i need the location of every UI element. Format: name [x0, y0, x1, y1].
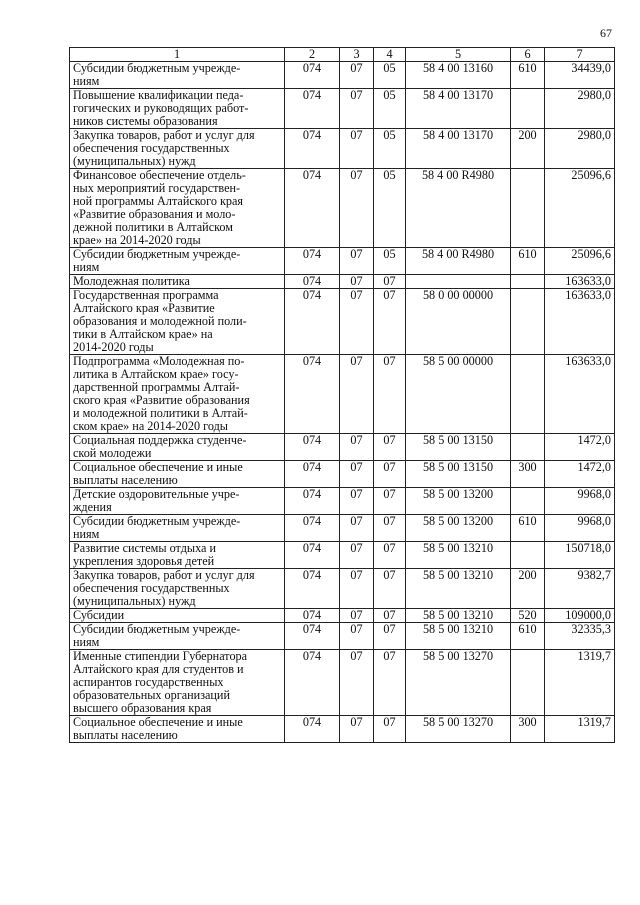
row-name: Субсидии бюджетным учрежде- ниям [70, 515, 285, 542]
row-type [511, 488, 545, 515]
row-type: 200 [511, 569, 545, 609]
row-csr: 58 5 00 13210 [406, 542, 511, 569]
row-type [511, 169, 545, 248]
row-section: 07 [340, 275, 374, 289]
row-code: 074 [285, 129, 340, 169]
header-col-4: 4 [374, 48, 406, 62]
budget-table [69, 47, 615, 743]
row-subsection: 05 [374, 129, 406, 169]
row-subsection: 07 [374, 515, 406, 542]
table-row [70, 275, 615, 289]
row-type: 200 [511, 129, 545, 169]
row-section: 07 [340, 716, 374, 743]
row-amount: 34439,0 [545, 62, 615, 89]
table-row [70, 650, 615, 716]
table-row [70, 609, 615, 623]
row-name: Повышение квалификации педа- гогических и руководящих работ- ников системы образования [70, 89, 285, 129]
row-section: 07 [340, 434, 374, 461]
row-type [511, 434, 545, 461]
row-subsection: 07 [374, 434, 406, 461]
table-row [70, 129, 615, 169]
row-type: 610 [511, 248, 545, 275]
row-csr: 58 5 00 13150 [406, 434, 511, 461]
row-section: 07 [340, 169, 374, 248]
table-row [70, 716, 615, 743]
row-name: Социальное обеспечение и иные выплаты населению [70, 716, 285, 743]
row-code: 074 [285, 461, 340, 488]
table-row [70, 569, 615, 609]
row-code: 074 [285, 623, 340, 650]
row-type [511, 542, 545, 569]
row-amount: 9968,0 [545, 515, 615, 542]
row-subsection: 07 [374, 623, 406, 650]
row-subsection: 07 [374, 716, 406, 743]
row-code: 074 [285, 289, 340, 355]
row-name: Социальное обеспечение и иные выплаты населению [70, 461, 285, 488]
table-row [70, 169, 615, 248]
row-section: 07 [340, 542, 374, 569]
row-csr: 58 4 00 13170 [406, 129, 511, 169]
row-amount: 109000,0 [545, 609, 615, 623]
row-csr: 58 5 00 13200 [406, 488, 511, 515]
row-type: 610 [511, 515, 545, 542]
row-name: Молодежная политика [70, 275, 285, 289]
row-type [511, 89, 545, 129]
row-csr: 58 5 00 13270 [406, 650, 511, 716]
row-name: Закупка товаров, работ и услуг для обеспечения государственных (муниципальных) нужд [70, 569, 285, 609]
table-row [70, 434, 615, 461]
row-code: 074 [285, 515, 340, 542]
row-csr: 58 5 00 00000 [406, 355, 511, 434]
row-csr: 58 5 00 13150 [406, 461, 511, 488]
row-subsection: 07 [374, 461, 406, 488]
table-row [70, 355, 615, 434]
table-row [70, 488, 615, 515]
row-code: 074 [285, 89, 340, 129]
row-type: 520 [511, 609, 545, 623]
table-row [70, 461, 615, 488]
row-subsection: 07 [374, 355, 406, 434]
row-name: Финансовое обеспечение отдель- ных мероприятий государствен- ной программы Алтайского края «Развитие образования и моло- дежной политики в Алтайском крае» на 2014-2020 годы [70, 169, 285, 248]
row-section: 07 [340, 461, 374, 488]
row-name: Социальная поддержка студенче- ской молодежи [70, 434, 285, 461]
row-amount: 2980,0 [545, 89, 615, 129]
row-section: 07 [340, 488, 374, 515]
row-name: Субсидии [70, 609, 285, 623]
row-type: 300 [511, 716, 545, 743]
row-csr: 58 5 00 13210 [406, 623, 511, 650]
row-code: 074 [285, 609, 340, 623]
row-code: 074 [285, 275, 340, 289]
row-subsection: 07 [374, 488, 406, 515]
row-subsection: 07 [374, 650, 406, 716]
table-row [70, 623, 615, 650]
row-subsection: 07 [374, 569, 406, 609]
row-csr: 58 4 00 13170 [406, 89, 511, 129]
header-col-3: 3 [340, 48, 374, 62]
row-code: 074 [285, 355, 340, 434]
row-section: 07 [340, 62, 374, 89]
row-type: 610 [511, 623, 545, 650]
row-type [511, 275, 545, 289]
row-type: 300 [511, 461, 545, 488]
row-amount: 163633,0 [545, 289, 615, 355]
row-csr: 58 5 00 13210 [406, 569, 511, 609]
row-section: 07 [340, 623, 374, 650]
table-body [70, 62, 615, 743]
row-subsection: 07 [374, 609, 406, 623]
row-code: 074 [285, 434, 340, 461]
row-csr: 58 5 00 13200 [406, 515, 511, 542]
row-name: Субсидии бюджетным учрежде- ниям [70, 248, 285, 275]
row-code: 074 [285, 488, 340, 515]
row-name: Субсидии бюджетным учрежде- ниям [70, 623, 285, 650]
row-subsection: 07 [374, 275, 406, 289]
row-subsection: 07 [374, 289, 406, 355]
row-section: 07 [340, 89, 374, 129]
row-code: 074 [285, 650, 340, 716]
header-col-1: 1 [70, 48, 285, 62]
table-row [70, 62, 615, 89]
table-row [70, 89, 615, 129]
row-section: 07 [340, 129, 374, 169]
row-amount: 163633,0 [545, 275, 615, 289]
row-section: 07 [340, 289, 374, 355]
table-row [70, 542, 615, 569]
row-section: 07 [340, 248, 374, 275]
row-code: 074 [285, 716, 340, 743]
header-col-5: 5 [406, 48, 511, 62]
row-csr: 58 5 00 13270 [406, 716, 511, 743]
row-amount: 1319,7 [545, 650, 615, 716]
row-amount: 1319,7 [545, 716, 615, 743]
row-csr: 58 5 00 13210 [406, 609, 511, 623]
table-row [70, 248, 615, 275]
row-csr: 58 4 00 R4980 [406, 169, 511, 248]
row-amount: 9968,0 [545, 488, 615, 515]
row-csr [406, 275, 511, 289]
row-section: 07 [340, 650, 374, 716]
row-name: Именные стипендии Губернатора Алтайского края для студентов и аспирантов государственных образовательных организаций высшего образования края [70, 650, 285, 716]
table-row [70, 515, 615, 542]
row-section: 07 [340, 569, 374, 609]
row-section: 07 [340, 609, 374, 623]
row-type: 610 [511, 62, 545, 89]
row-amount: 1472,0 [545, 434, 615, 461]
row-name: Детские оздоровительные учре- ждения [70, 488, 285, 515]
row-name: Закупка товаров, работ и услуг для обеспечения государственных (муниципальных) нужд [70, 129, 285, 169]
row-name: Подпрограмма «Молодежная по- литика в Алтайском крае» госу- дарственной программы Алтай- ского края «Развитие образования и молодежной политики в Алтай- ском крае» на 2014-2020 годы [70, 355, 285, 434]
row-subsection: 05 [374, 169, 406, 248]
row-amount: 2980,0 [545, 129, 615, 169]
row-subsection: 05 [374, 62, 406, 89]
row-amount: 150718,0 [545, 542, 615, 569]
row-amount: 9382,7 [545, 569, 615, 609]
row-amount: 32335,3 [545, 623, 615, 650]
row-amount: 25096,6 [545, 248, 615, 275]
row-name: Государственная программа Алтайского края «Развитие образования и молодежной поли- тики в Алтайском крае» на 2014-2020 годы [70, 289, 285, 355]
row-code: 074 [285, 248, 340, 275]
header-row [70, 48, 615, 62]
row-name: Субсидии бюджетным учрежде- ниям [70, 62, 285, 89]
row-csr: 58 0 00 00000 [406, 289, 511, 355]
table-row [70, 289, 615, 355]
row-amount: 25096,6 [545, 169, 615, 248]
row-code: 074 [285, 62, 340, 89]
header-col-2: 2 [285, 48, 340, 62]
row-section: 07 [340, 515, 374, 542]
header-col-6: 6 [511, 48, 545, 62]
row-type [511, 355, 545, 434]
page-number: 67 [600, 26, 612, 40]
row-subsection: 05 [374, 89, 406, 129]
row-code: 074 [285, 542, 340, 569]
row-name: Развитие системы отдыха и укрепления здоровья детей [70, 542, 285, 569]
row-section: 07 [340, 355, 374, 434]
row-code: 074 [285, 569, 340, 609]
header-col-7: 7 [545, 48, 615, 62]
row-type [511, 650, 545, 716]
row-subsection: 05 [374, 248, 406, 275]
row-amount: 163633,0 [545, 355, 615, 434]
row-subsection: 07 [374, 542, 406, 569]
row-amount: 1472,0 [545, 461, 615, 488]
row-code: 074 [285, 169, 340, 248]
row-csr: 58 4 00 R4980 [406, 248, 511, 275]
row-csr: 58 4 00 13160 [406, 62, 511, 89]
row-type [511, 289, 545, 355]
